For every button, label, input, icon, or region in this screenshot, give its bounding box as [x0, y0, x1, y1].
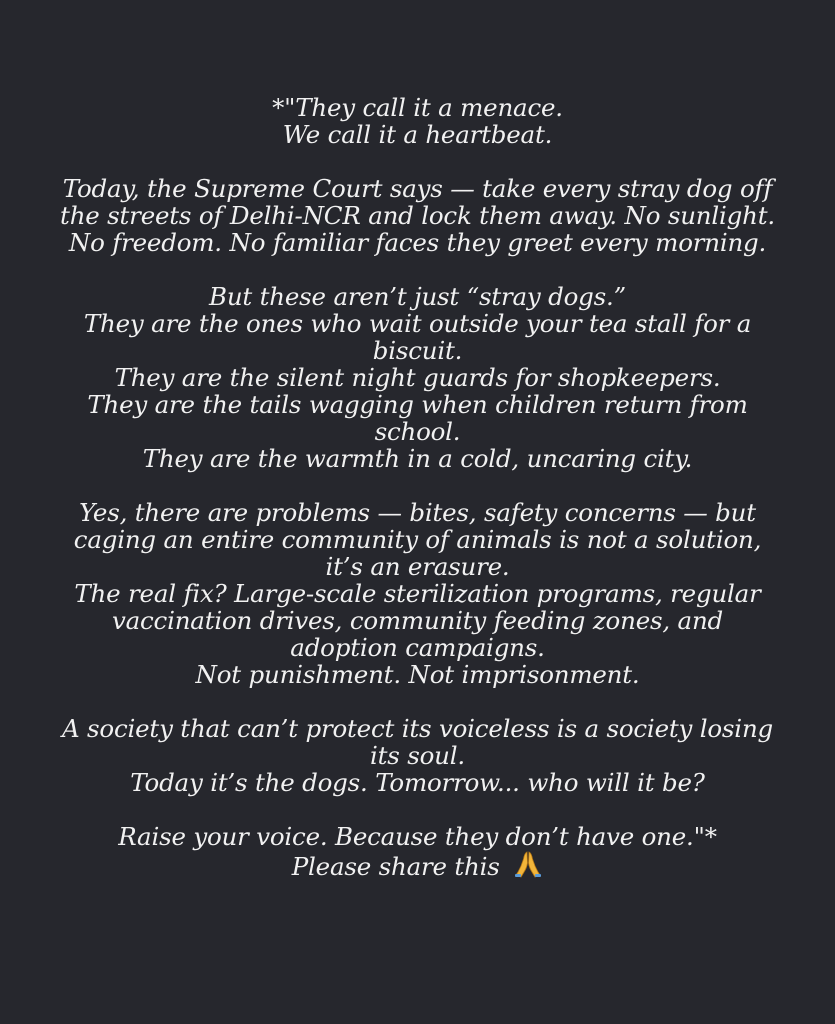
- text-line: The real fix? Large-scale sterilization programs, regular: [74, 579, 761, 608]
- text-line: They are the silent night guards for shopkeepers.: [114, 363, 721, 392]
- folded-hands-emoji-icon: [513, 850, 543, 883]
- text-line: We call it a heartbeat.: [282, 120, 553, 149]
- text-line: Today, the Supreme Court says — take every stray dog off: [62, 174, 773, 203]
- paragraph-not-just-strays: [0, 283, 835, 472]
- text-line: But these aren’t just “stray dogs.”: [209, 282, 626, 311]
- text-line: Not punishment. Not imprisonment.: [195, 660, 640, 689]
- text-line: vaccination drives, community feeding zones, and: [111, 606, 724, 635]
- text-line: adoption campaigns.: [290, 633, 545, 662]
- paragraph-intro: [0, 94, 835, 148]
- text-line: No freedom. No familiar faces they greet every morning.: [68, 228, 767, 257]
- share-text: Please share this: [291, 852, 500, 881]
- text-line: *"They call it a menace.: [272, 93, 563, 122]
- text-line: Today it’s the dogs. Tomorrow... who will it be?: [130, 768, 705, 797]
- paragraph-real-fix: [0, 499, 835, 688]
- text-line: They are the ones who wait outside your tea stall for a: [83, 309, 752, 338]
- text-line: the streets of Delhi-NCR and lock them away. No sunlight.: [60, 201, 775, 230]
- text-line: They are the tails wagging when children return from: [87, 390, 748, 419]
- text-line: Yes, there are problems — bites, safety concerns — but: [79, 498, 756, 527]
- text-line: its soul.: [370, 741, 465, 770]
- text-line: caging an entire community of animals is not a solution,: [73, 525, 762, 554]
- share-line: [0, 850, 835, 883]
- paragraph-society: [0, 715, 835, 796]
- text-line: biscuit.: [372, 336, 463, 365]
- text-line: They are the warmth in a cold, uncaring city.: [142, 444, 693, 473]
- paragraph-supreme-court: [0, 175, 835, 256]
- text-line: A society that can’t protect its voiceless is a society losing: [61, 714, 774, 743]
- paragraph-closing: [0, 823, 835, 883]
- text-line: Raise your voice. Because they don’t have one."*: [118, 822, 717, 851]
- post-text: [0, 94, 835, 910]
- text-line: school.: [374, 417, 461, 446]
- text-line: it’s an erasure.: [325, 552, 510, 581]
